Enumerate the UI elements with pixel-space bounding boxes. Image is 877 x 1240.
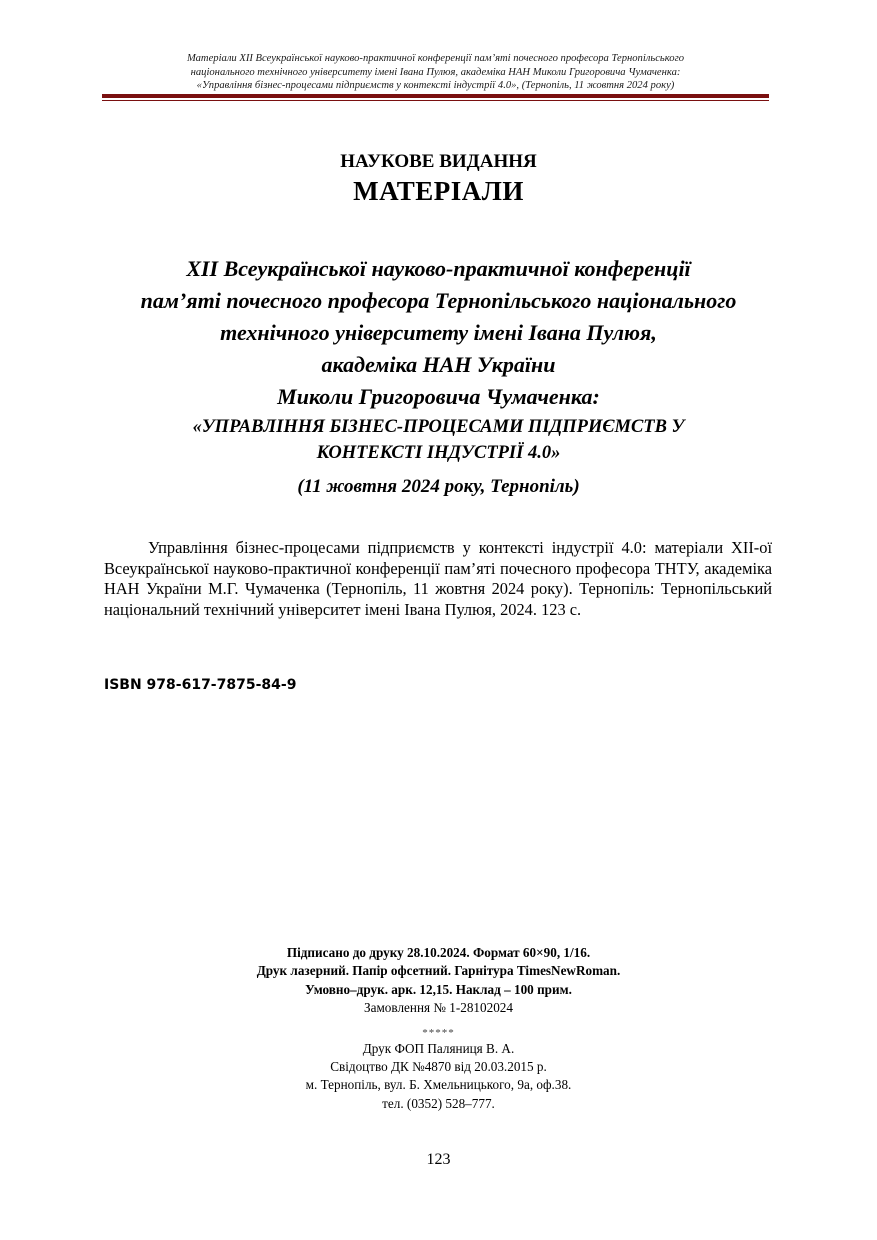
imprint-print: Друк лазерний. Папір офсетний. Гарнітура TimesNewRoman. — [256, 963, 621, 979]
running-header — [102, 52, 769, 93]
imprint-phone: тел. (0352) 528–777. — [382, 1095, 495, 1111]
conference-title-line: технічного університету імені Івана Пулюя, — [220, 320, 657, 345]
header-rule-thin — [102, 100, 769, 101]
imprint-certificate: Свідоцтво ДК №4870 від 20.03.2015 р. — [330, 1059, 547, 1075]
conference-title-line: Миколи Григоровича Чумаченка: — [277, 384, 600, 409]
conference-topic-line: «УПРАВЛІННЯ БІЗНЕС-ПРОЦЕСАМИ ПІДПРИЄМСТВ У — [192, 417, 685, 437]
conference-title-line: XII Всеукраїнської науково-практичної конференції — [186, 256, 691, 281]
conference-title — [60, 253, 817, 501]
imprint-address: м. Тернопіль, вул. Б. Хмельницького, 9а, оф.38. — [305, 1077, 572, 1093]
imprint-printer: Друк ФОП Паляниця В. А. — [362, 1040, 515, 1056]
conference-date-place: (11 жовтня 2024 року, Тернопіль) — [297, 476, 580, 497]
page-number: 123 — [426, 1151, 451, 1168]
running-header-line: Матеріали XII Всеукраїнської науково-практичної конференції пам’яті почесного професора Тернопільського — [186, 53, 685, 64]
isbn: ISBN 978-617-7875-84-9 — [104, 677, 297, 693]
bibliographic-citation: Управління бізнес-процесами підприємств у контексті індустрії 4.0: матеріали XII-ої Всеукраїнської науково-практичної конференції пам’яті почесного професора ТНТУ, академіка НАН України М.Г. Чумаченка (Тернопіль, 11 жовтня 2024 року). Тернопіль: Тернопільський національний технічний університет імені Івана Пулюя, 2024. 123 с. — [104, 538, 772, 619]
imprint-separator: ***** — [422, 1026, 455, 1039]
conference-title-line: пам’яті почесного професора Тернопільського національного — [140, 288, 737, 313]
conference-title-line: академіка НАН України — [321, 352, 556, 377]
imprint-sheets: Умовно–друк. арк. 12,15. Наклад – 100 прим. — [305, 981, 572, 997]
running-header-line: «Управління бізнес-процесами підприємств у контексті індустрії 4.0», (Тернопіль, 11 жовтня 2024 року) — [196, 80, 675, 92]
imprint-order: Замовлення № 1-28102024 — [364, 1000, 513, 1016]
header-rule-thick — [102, 94, 769, 98]
page-title: МАТЕРІАЛИ — [353, 176, 524, 206]
publication-type: НАУКОВЕ ВИДАННЯ — [340, 151, 537, 172]
running-header-line: національного технічного університету імені Івана Пулюя, академіка НАН Миколи Григоровича Чумаченка: — [190, 66, 681, 78]
imprint-signed: Підписано до друку 28.10.2024. Формат 60×90, 1/16. — [286, 945, 591, 960]
conference-topic-line: КОНТЕКСТІ ІНДУСТРІЇ 4.0» — [316, 443, 561, 463]
imprint-block — [0, 944, 877, 1113]
